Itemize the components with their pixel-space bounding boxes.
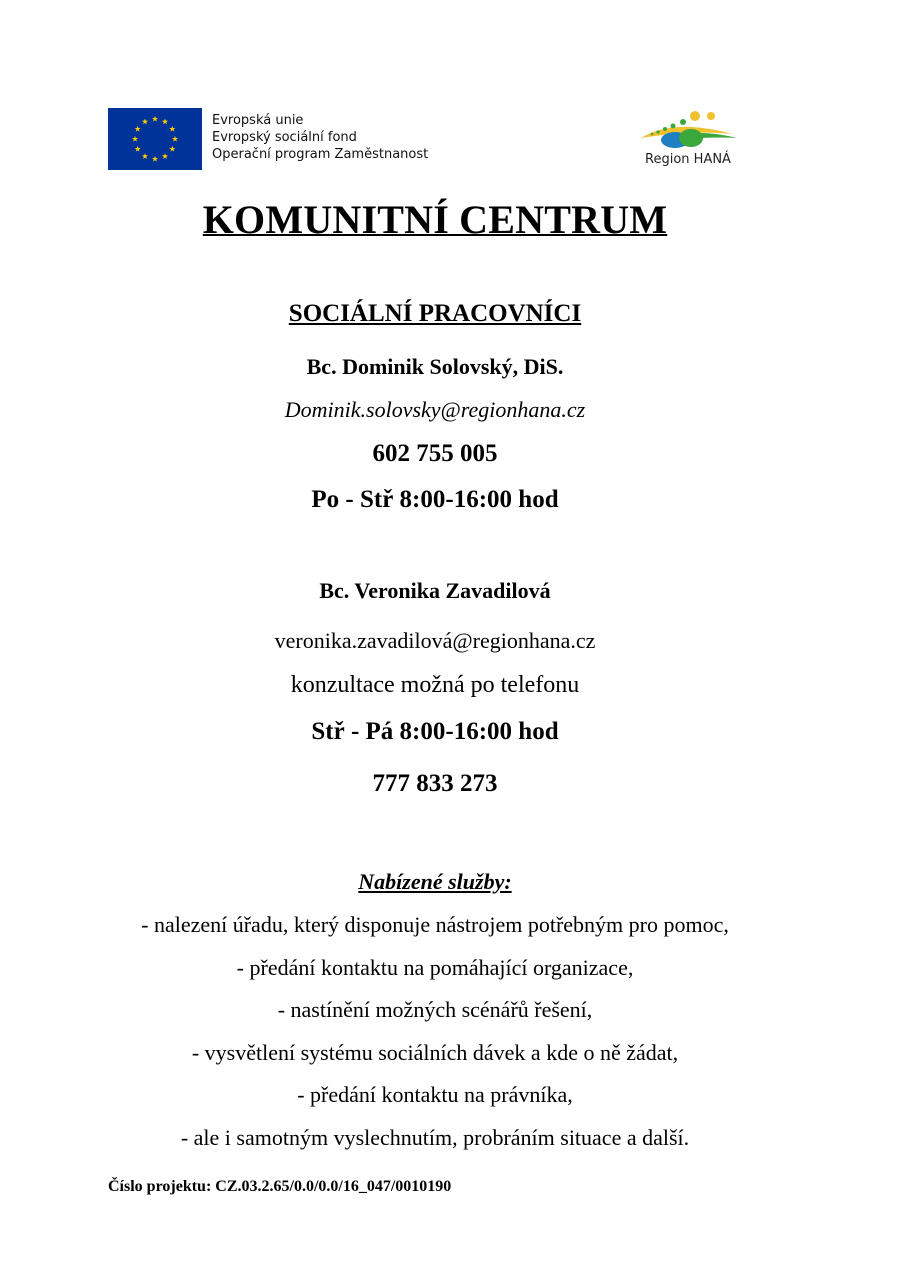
services-item: - předání kontaktu na právníka, <box>297 1082 573 1107</box>
worker-1-email[interactable]: Dominik.solovsky@regionhana.cz <box>284 397 586 422</box>
eu-line-3: Operační program Zaměstnanost <box>212 147 429 162</box>
worker-2-phone: 777 833 273 <box>372 770 498 797</box>
project-number: Číslo projektu: CZ.03.2.65/0.0/0.0/16_047/0010190 <box>108 1178 452 1195</box>
eu-logo-text <box>212 112 428 163</box>
eu-line-2: Evropský sociální fond <box>212 130 357 145</box>
services-title: Nabízené služby: <box>358 869 512 894</box>
worker-2-name: Bc. Veronika Zavadilová <box>319 578 551 603</box>
eu-logo-block <box>108 108 428 170</box>
services-item: - ale i samotným vyslechnutím, probráním situace a další. <box>180 1125 690 1150</box>
worker-2-note: konzultace možná po telefonu <box>290 672 580 698</box>
worker-1-hours: Po - Stř 8:00-16:00 hod <box>311 486 559 513</box>
eu-line-1: Evropská unie <box>212 113 304 128</box>
services-item: - nalezení úřadu, který disponuje nástrojem potřebným pro pomoc, <box>141 912 729 937</box>
eu-flag-icon <box>108 108 202 170</box>
region-hana-logo <box>628 108 748 167</box>
worker-1-phone: 602 755 005 <box>372 440 498 467</box>
worker-1-name: Bc. Dominik Solovský, DiS. <box>306 354 564 379</box>
region-hana-name: Region HANÁ <box>645 152 731 167</box>
services-item: - předání kontaktu na pomáhající organizace, <box>236 955 634 980</box>
section-heading: SOCIÁLNÍ PRACOVNÍCI <box>288 300 582 327</box>
region-hana-emblem-icon <box>633 108 743 152</box>
worker-2-email[interactable]: veronika.zavadilová@regionhana.cz <box>274 628 596 653</box>
services-item: - nastínění možných scénářů řešení, <box>277 997 593 1022</box>
services-item: - vysvětlení systému sociálních dávek a kde o ně žádat, <box>191 1040 679 1065</box>
worker-2-hours: Stř - Pá 8:00-16:00 hod <box>311 718 559 745</box>
page-title: KOMUNITNÍ CENTRUM <box>202 197 668 242</box>
